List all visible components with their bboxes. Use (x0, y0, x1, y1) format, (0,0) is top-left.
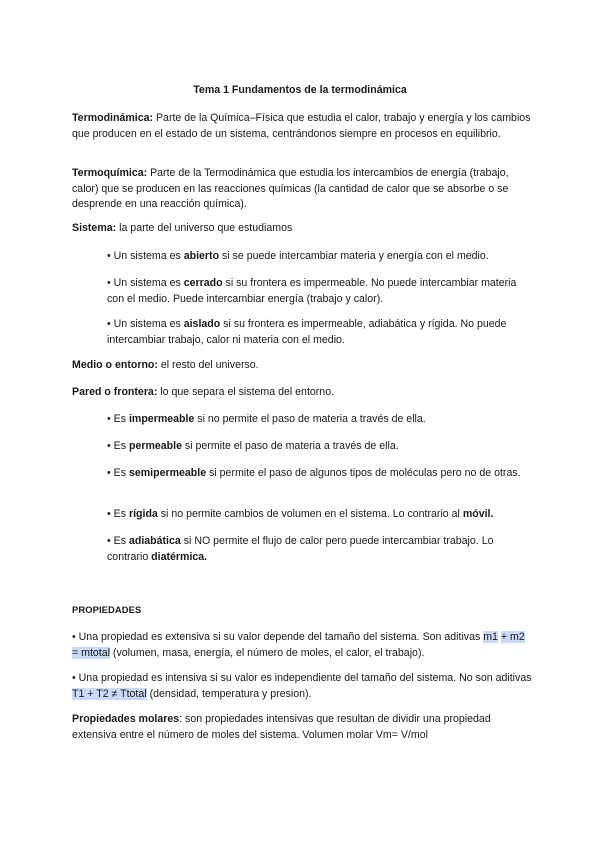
list-item: • Es impermeable si no permite el paso de materia a través de ella. (107, 413, 426, 425)
term-label: Sistema: (72, 222, 117, 234)
term-label: Termodinámica: (72, 112, 154, 124)
definition-text: lo que separa el sistema del entorno. (157, 386, 335, 398)
definition-text: Parte de la Termodinámica que estudia los intercambios de energía (trabajo, calor) que se producen en las reacciones químicas (la cantidad de calor que se absorbe o se desprende en una reacción química). (72, 167, 509, 211)
definition-pared (72, 385, 532, 401)
property-extensiva: • Una propiedad es extensiva si su valor depende del tamaño del sistema. Son aditivas m1 + m2 = mtotal (volumen, masa, energía, el número de moles, el calor, el trabajo). (72, 631, 525, 659)
definition-termoquimica (72, 166, 532, 213)
property-intensiva: • Una propiedad es intensiva si su valor es independiente del tamaño del sistema. No son aditivas T1 + T2 ≠ Ttotal (densidad, temperatura y presion). (72, 672, 532, 700)
list-item: • Un sistema es abierto si se puede intercambiar materia y energía con el medio. (107, 250, 489, 262)
page-title: Tema 1 Fundamentos de la termodinámica (193, 84, 407, 96)
list-item: • Un sistema es cerrado si su frontera es impermeable. No puede intercambiar materia con el medio. Puede intercambiar energía (trabajo y calor). (107, 277, 517, 305)
list-item: • Es permeable si permite el paso de materia a través de ella. (107, 440, 399, 452)
highlight: T1 + T2 ≠ Ttotal (72, 687, 147, 700)
term-label: Medio o entorno: (72, 359, 158, 371)
section-heading: PROPIEDADES (72, 604, 142, 615)
term-label: Propiedades molares (72, 713, 180, 725)
definition-text: la parte del universo que estudiamos (116, 222, 293, 234)
definition-propiedades-molares: Propiedades molares: son propiedades intensivas que resultan de dividir una propiedad extensiva entre el número de moles del sistema. Volumen molar Vm= V/mol (72, 713, 491, 741)
list-item: • Un sistema es aislado si su frontera es impermeable, adiabática y rígida. No puede intercambiar trabajo, calor ni materia con el medio. (107, 318, 507, 346)
list-item: • Es adiabática si NO permite el flujo de calor pero puede intercambiar trabajo. Lo contrario diatérmica. (107, 535, 494, 563)
term-label: Pared o frontera: (72, 386, 158, 398)
highlight: + m2 = mtotal (72, 631, 525, 659)
definition-text: el resto del universo. (157, 359, 259, 371)
term-label: Termoquímica: (72, 167, 148, 179)
definition-sistema (72, 221, 532, 237)
list-item: • Es rígida si no permite cambios de volumen en el sistema. Lo contrario al móvil. (107, 508, 494, 520)
definition-termodinamica (72, 111, 532, 142)
formula: V/mol (400, 728, 428, 741)
list-item: • Es semipermeable si permite el paso de algunos tipos de moléculas pero no de otras. (107, 467, 521, 479)
definition-medio (72, 358, 532, 374)
definition-text: Parte de la Química–Física que estudia el calor, trabajo y energía y los cambios que producen en el estado de un sistema, centrándonos siempre en procesos en equilibrio. (72, 112, 531, 140)
highlight: m1 (483, 631, 498, 643)
